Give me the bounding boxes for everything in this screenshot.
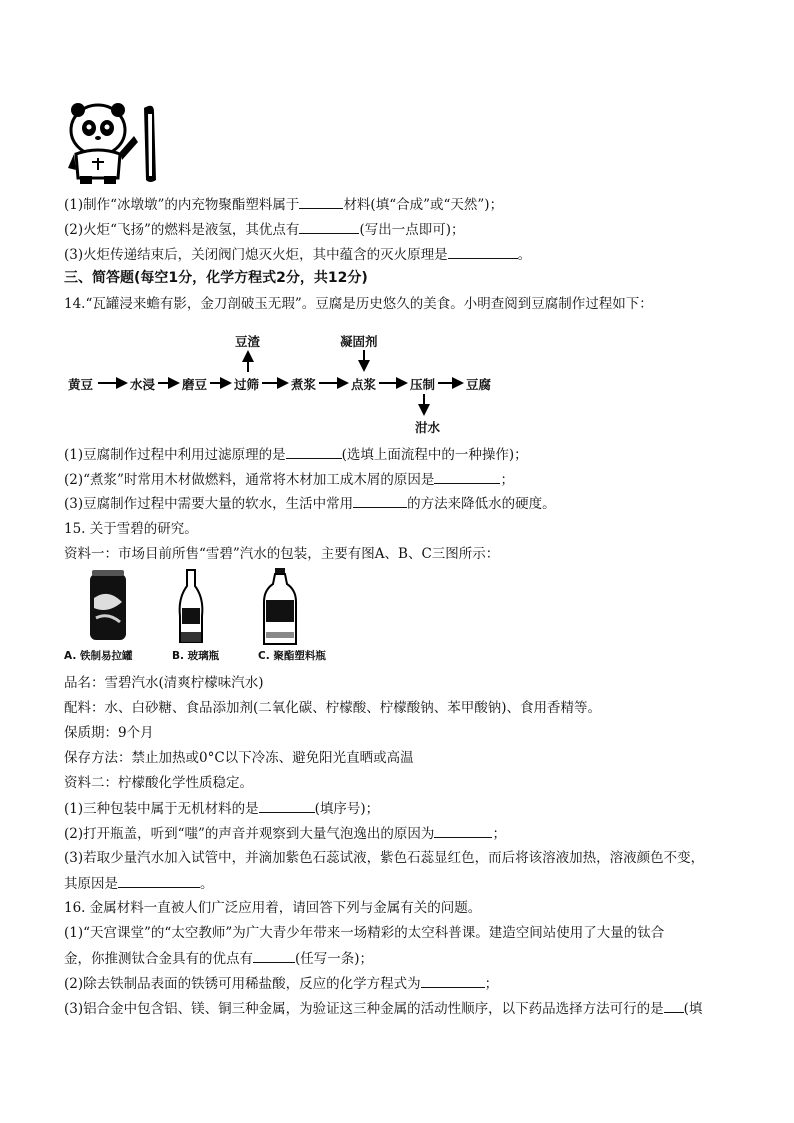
q13-part2 [64,220,464,239]
q15-material1: 资料一：市场目前所售“雪碧”汽水的包装，主要有图A、B、C三图所示： [64,546,500,562]
q13-part1-tail: 材料(填“合成”或“天然”)； [343,197,504,213]
step-soak: 水浸 [130,377,156,392]
q16-part2 [64,974,498,993]
section-title: 三、简答题(每空1分，化学方程式2分，共12分) [64,270,368,286]
q13-part3 [64,245,531,264]
flying-torch-image [144,106,156,182]
caption-b: B. 玻璃瓶 [172,650,220,662]
q15-storage: 保存方法：禁止加热或0°C以下冷冻、避免阳光直晒或高温 [64,750,414,766]
step-sieve: 过筛 [234,377,260,392]
caption-c: C. 聚酯塑料瓶 [258,650,326,662]
answer-blank[interactable] [434,470,500,484]
tofu-process-diagram [64,330,504,440]
q16-part3-text: (3)铝合金中包含铝、镁、铜三种金属，为验证这三种金属的活动性顺序，以下药品选择方法可行的是 [64,1001,664,1017]
q14-intro: 14.“瓦罐浸来蟾有影，金刀剖破玉无瑕”。豆腐是历史悠久的美食。小明查阅到豆腐制作过程如下： [64,296,653,312]
q15-shelf-life: 保质期：9个月 [64,725,154,741]
step-soybean: 黄豆 [68,377,94,392]
plastic-bottle-image [264,568,296,644]
q14-part1 [64,445,528,464]
q16-intro: 16. 金属材料一直被人们广泛应用着，请回答下列与金属有关的问题。 [64,900,482,916]
answer-blank[interactable] [664,999,684,1013]
q15-part3-cont [64,874,214,893]
answer-blank[interactable] [118,874,200,888]
q15-product: 品名：雪碧汽水(清爽柠檬味汽水) [64,675,264,691]
caption-a: A. 铁制易拉罐 [64,650,133,662]
q14-part3-tail: 的方法来降低水的硬度。 [407,496,556,512]
q14-part3 [64,494,556,513]
q14-part2-tail: ； [500,472,514,488]
answer-blank[interactable] [421,974,485,988]
q16-part3-tail: (填 [683,1001,703,1017]
q16-part1: (1)“天宫课堂”的“太空教师”为广大青少年带来一场精彩的太空科普课。建造空间站使用了大量的钛合 [64,925,665,941]
step-coagulate: 点浆 [351,377,377,392]
byproduct-soy-residue: 豆渣 [235,334,261,349]
q15-intro: 15. 关于雪碧的研究。 [64,521,198,537]
q15-part1-text: (1)三种包装中属于无机材料的是 [64,801,259,817]
step-boil: 煮浆 [291,377,317,392]
q13-part3-tail: 。 [517,247,532,263]
q13-part1-text: (1)制作“冰墩墩”的内充物聚酯塑料属于 [64,197,300,213]
q13-part2-tail: (写出一点即可)； [359,222,465,238]
q15-part3-cont-tail: 。 [200,876,214,892]
step-grind: 磨豆 [182,377,208,392]
q14-part1-tail: (选填上面流程中的一种操作)； [341,447,528,463]
q14-part1-text: (1)豆腐制作过程中利用过滤原理的是 [64,447,286,463]
packaging-figures [64,568,344,664]
glass-bottle-image [180,570,203,642]
q15-part3: (3)若取少量汽水加入试管中，并滴加紫色石蕊试液，紫色石蕊显红色，而后将该溶液加热，溶液颜色不变， [64,850,705,866]
q15-material2: 资料二：柠檬酸化学性质稳定。 [64,775,253,791]
q16-part1-cont-text: 金，你推测钛合金具有的优点有 [64,951,253,967]
answer-blank[interactable] [259,799,315,813]
q13-part1 [64,195,503,214]
answer-blank[interactable] [286,445,342,459]
iron-can-image [90,570,126,640]
q15-part2-text: (2)打开瓶盖，听到“嗤”的声音并观察到大量气泡逸出的原因为 [64,826,435,842]
step-press: 压制 [410,377,436,392]
q16-part3 [64,999,702,1018]
additive-coagulant: 凝固剂 [340,334,378,349]
q16-part1-cont-tail: (任写一条)； [295,951,374,967]
q15-part1 [64,799,379,818]
answer-blank[interactable] [299,220,359,234]
byproduct-waste-water: 泔水 [415,420,441,435]
q15-part1-tail: (填序号)； [314,801,380,817]
q16-part1-cont [64,949,373,968]
q15-part3-cont-text: 其原因是 [64,876,118,892]
q16-part2-tail: ； [484,976,499,992]
q13-part3-text: (3)火炬传递结束后，关闭阀门熄灭火炬，其中蕴含的灭火原理是 [64,247,448,263]
q15-part2 [64,824,506,843]
q14-part2 [64,470,514,489]
answer-blank[interactable] [253,949,295,963]
q16-part2-text: (2)除去铁制品表面的铁锈可用稀盐酸，反应的化学方程式为 [64,976,421,992]
mascot-torch-illustration [64,96,174,188]
bing-dwen-dwen-image [68,103,138,184]
answer-blank[interactable] [434,824,492,838]
q14-part2-text: (2)“煮浆”时常用木材做燃料，通常将木材加工成木屑的原因是 [64,472,435,488]
q13-part2-text: (2)火炬“飞扬”的燃料是液氢，其优点有 [64,222,300,238]
answer-blank[interactable] [353,494,407,508]
q15-ingredients: 配料：水、白砂糖、食品添加剂(二氧化碳、柠檬酸、柠檬酸钠、苯甲酸钠)、食用香精等。 [64,700,602,716]
q14-part3-text: (3)豆腐制作过程中需要大量的软水，生活中常用 [64,496,354,512]
flow-arrows [64,330,504,440]
answer-blank[interactable] [299,195,343,209]
step-tofu: 豆腐 [466,377,492,392]
q15-part2-tail: ； [492,826,506,842]
answer-blank[interactable] [448,245,518,259]
